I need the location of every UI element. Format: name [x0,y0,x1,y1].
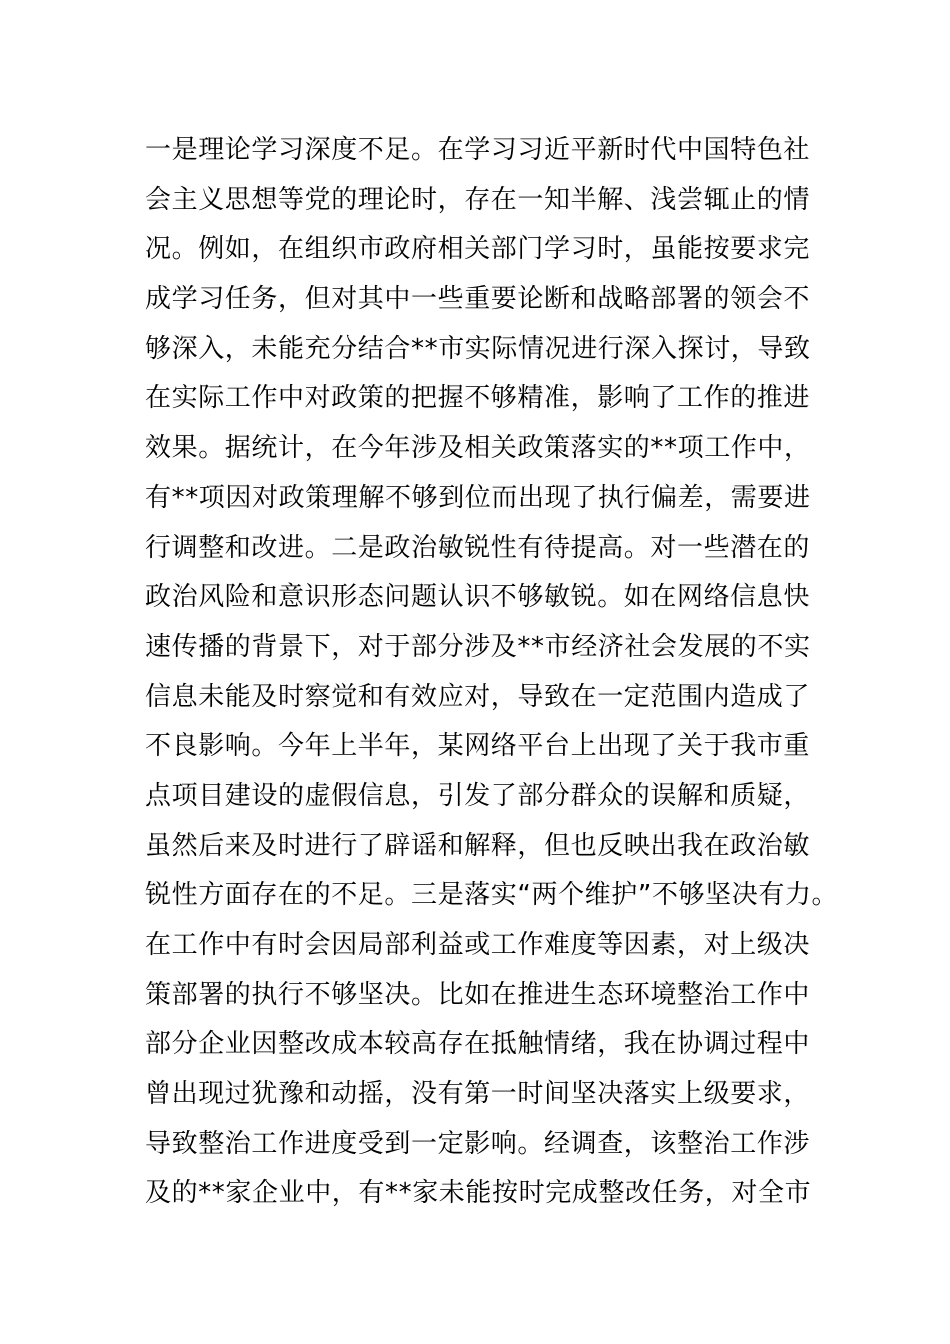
text-line: 不良影响。今年上半年，某网络平台上出现了关于我市重 [145,731,811,762]
text-line: 导致整治工作进度受到一定影响。经调查，该整治工作涉 [145,1128,811,1159]
text-line: 及的**家企业中，有**家未能按时完成整改任务，对全市 [145,1178,812,1209]
text-line: 会主义思想等党的理论时，存在一知半解、浅尝辄止的情 [145,184,811,215]
text-line: 况。例如，在组织市政府相关部门学习时，虽能按要求完 [145,234,811,265]
text-line: 策部署的执行不够坚决。比如在推进生态环境整治工作中 [145,979,811,1010]
text-line: 效果。据统计，在今年涉及相关政策落实的**项工作中， [145,433,811,464]
text-line: 曾出现过犹豫和动摇，没有第一时间坚决落实上级要求， [145,1079,811,1110]
text-line: 一是理论学习深度不足。在学习习近平新时代中国特色社 [145,135,811,165]
text-line: 在工作中有时会因局部利益或工作难度等因素，对上级决 [145,930,811,960]
text-line: 行调整和改进。二是政治敏锐性有待提高。对一些潜在的 [145,532,811,563]
text-line: 够深入，未能充分结合**市实际情况进行深入探讨，导致 [145,333,811,364]
text-line: 政治风险和意识形态问题认识不够敏锐。如在网络信息快 [145,582,811,613]
text-line: 点项目建设的虚假信息，引发了部分群众的误解和质疑， [145,780,811,811]
text-line: 在实际工作中对政策的把握不够精准，影响了工作的推进 [145,383,811,414]
text-line: 速传播的背景下，对于部分涉及**市经济社会发展的不实 [145,631,811,662]
text-line: 部分企业因整改成本较高存在抵触情绪，我在协调过程中 [145,1029,811,1060]
text-line: 锐性方面存在的不足。三是落实“两个维护”不够坚决有力。 [145,880,839,911]
text-line: 有**项因对政策理解不够到位而出现了执行偏差，需要进 [145,482,811,513]
body-paragraph [145,126,865,1219]
text-line: 成学习任务，但对其中一些重要论断和战略部署的领会不 [145,284,811,315]
text-line: 虽然后来及时进行了辟谣和解释，但也反映出我在政治敏 [145,830,811,861]
text-line: 信息未能及时察觉和有效应对，导致在一定范围内造成了 [145,681,811,712]
